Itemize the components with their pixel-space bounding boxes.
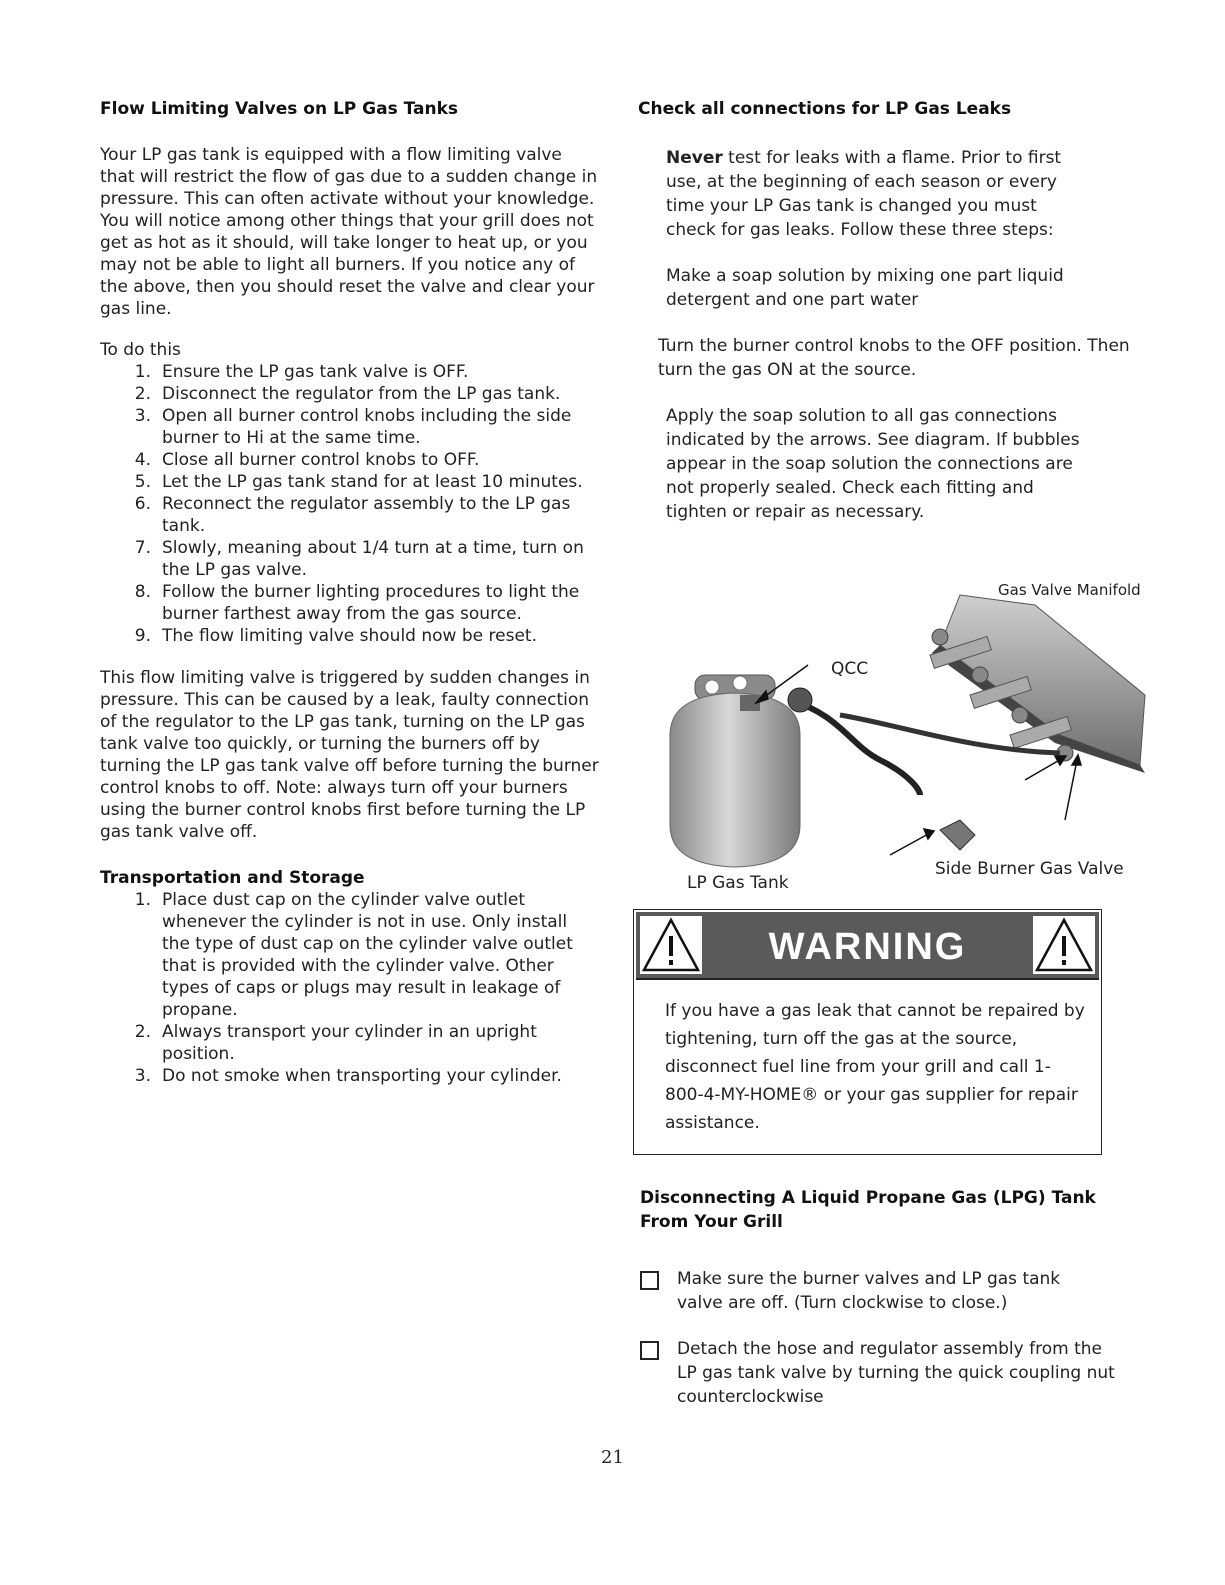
leaks-paragraph-4: Apply the soap solution to all gas connections indicated by the arrows. See diagram. If bubbles appear in the soap solution the connections are not properly sealed. Check each fitting and tighten or repair as necessary. <box>666 406 1080 522</box>
list-item: 4. Close all burner control knobs to OFF. <box>134 450 480 470</box>
gas-valve-manifold-graphic <box>930 595 1145 773</box>
warning-banner <box>636 912 1099 980</box>
diagram-illustration <box>640 575 1160 905</box>
transport-steps-list <box>100 889 600 1087</box>
right-column <box>638 98 1158 524</box>
list-item: 5. Let the LP gas tank stand for at least 10 minutes. <box>134 472 583 492</box>
list-item: 7. Slowly, meaning about 1/4 turn at a time, turn on the LP gas valve. <box>134 538 584 580</box>
warning-triangle-icon <box>1033 916 1095 974</box>
disconnect-heading: Disconnecting A Liquid Propane Gas (LPG) Tank From Your Grill <box>640 1188 1096 1232</box>
list-item: 3. Open all burner control knobs including the side burner to Hi at the same time. <box>134 406 572 448</box>
list-item: 2. Disconnect the regulator from the LP gas tank. <box>134 384 561 404</box>
list-item: Detach the hose and regulator assembly from the LP gas tank valve by turning the quick coupling nut counterclockwise <box>640 1337 1117 1409</box>
list-item: 9. The flow limiting valve should now be reset. <box>134 626 537 646</box>
transport-heading: Transportation and Storage <box>100 868 365 888</box>
list-item: 1. Ensure the LP gas tank valve is OFF. <box>134 362 469 382</box>
flow-paragraph: Your LP gas tank is equipped with a flow limiting valve that will restrict the flow of gas due to a sudden change in pressure. This can often activate without your knowledge. You will notice among other things that your grill does not get as hot as it should, will take longer to heat up, or you may not be able to light all burners. If you notice any of the above, then you should reset the valve and clear your gas line. <box>100 145 598 319</box>
page-number: 21 <box>601 1447 624 1468</box>
never-emphasis: Never <box>666 148 723 168</box>
todo-label: To do this <box>100 340 181 360</box>
checkbox[interactable] <box>640 1341 659 1360</box>
list-item: 6. Reconnect the regulator assembly to the LP gas tank. <box>134 494 571 536</box>
leaks-paragraph-3: Turn the burner control knobs to the OFF position. Then turn the gas ON at the source. <box>658 336 1130 380</box>
lp-gas-tank-label: LP Gas Tank <box>687 873 789 893</box>
flow-trigger-paragraph: This flow limiting valve is triggered by sudden changes in pressure. This can be caused by a leak, faulty connection of the regulator to the LP gas tank, turning on the LP gas tank valve too quickly, or turning the burners off by turning the LP gas tank valve off before turning the burner control knobs to off. Note: always turn off your burners using the burner control knobs first before turning the LP gas tank valve off. <box>100 668 599 842</box>
warning-title: WARNING <box>768 926 967 968</box>
leaks-heading: Check all connections for LP Gas Leaks <box>638 99 1012 119</box>
flow-steps-list <box>100 361 600 647</box>
flow-heading: Flow Limiting Valves on LP Gas Tanks <box>100 99 459 119</box>
left-column <box>100 98 600 1087</box>
warning-box <box>633 909 1102 1155</box>
list-item: 1. Place dust cap on the cylinder valve outlet whenever the cylinder is not in use. Only install the type of dust cap on the cylinder valve outlet that is provided with the cylinder valve. Other types of caps or plugs may result in leakage of propane. <box>134 890 573 1020</box>
list-item: 8. Follow the burner lighting procedures to light the burner farthest away from the gas source. <box>134 582 580 624</box>
side-burner-gas-valve-label: Side Burner Gas Valve <box>935 859 1124 879</box>
list-item: Make sure the burner valves and LP gas tank valve are off. (Turn clockwise to close.) <box>640 1267 1077 1315</box>
warning-text: If you have a gas leak that cannot be repaired by tightening, turn off the gas at the source, disconnect fuel line from your grill and call 1-800-4-MY-HOME® or your gas supplier for repair assistance. <box>665 1001 1085 1133</box>
qcc-label: QCC <box>831 659 869 679</box>
gas-valve-manifold-label: Gas Valve Manifold <box>998 581 1141 599</box>
leaks-paragraph-1: Never test for leaks with a flame. Prior to first use, at the beginning of each season or every time your LP Gas tank is changed you must check for gas leaks. Follow these three steps: <box>666 148 1062 240</box>
leak-check-diagram <box>640 575 1160 905</box>
list-item: 2. Always transport your cylinder in an upright position. <box>134 1022 537 1064</box>
leaks-paragraph-2: Make a soap solution by mixing one part liquid detergent and one part water <box>666 266 1064 310</box>
checkbox[interactable] <box>640 1271 659 1290</box>
disconnect-section <box>640 1186 1120 1409</box>
list-item: 3. Do not smoke when transporting your cylinder. <box>134 1066 562 1086</box>
lp-tank-graphic <box>670 675 800 867</box>
side-burner-valve-graphic <box>940 820 975 850</box>
